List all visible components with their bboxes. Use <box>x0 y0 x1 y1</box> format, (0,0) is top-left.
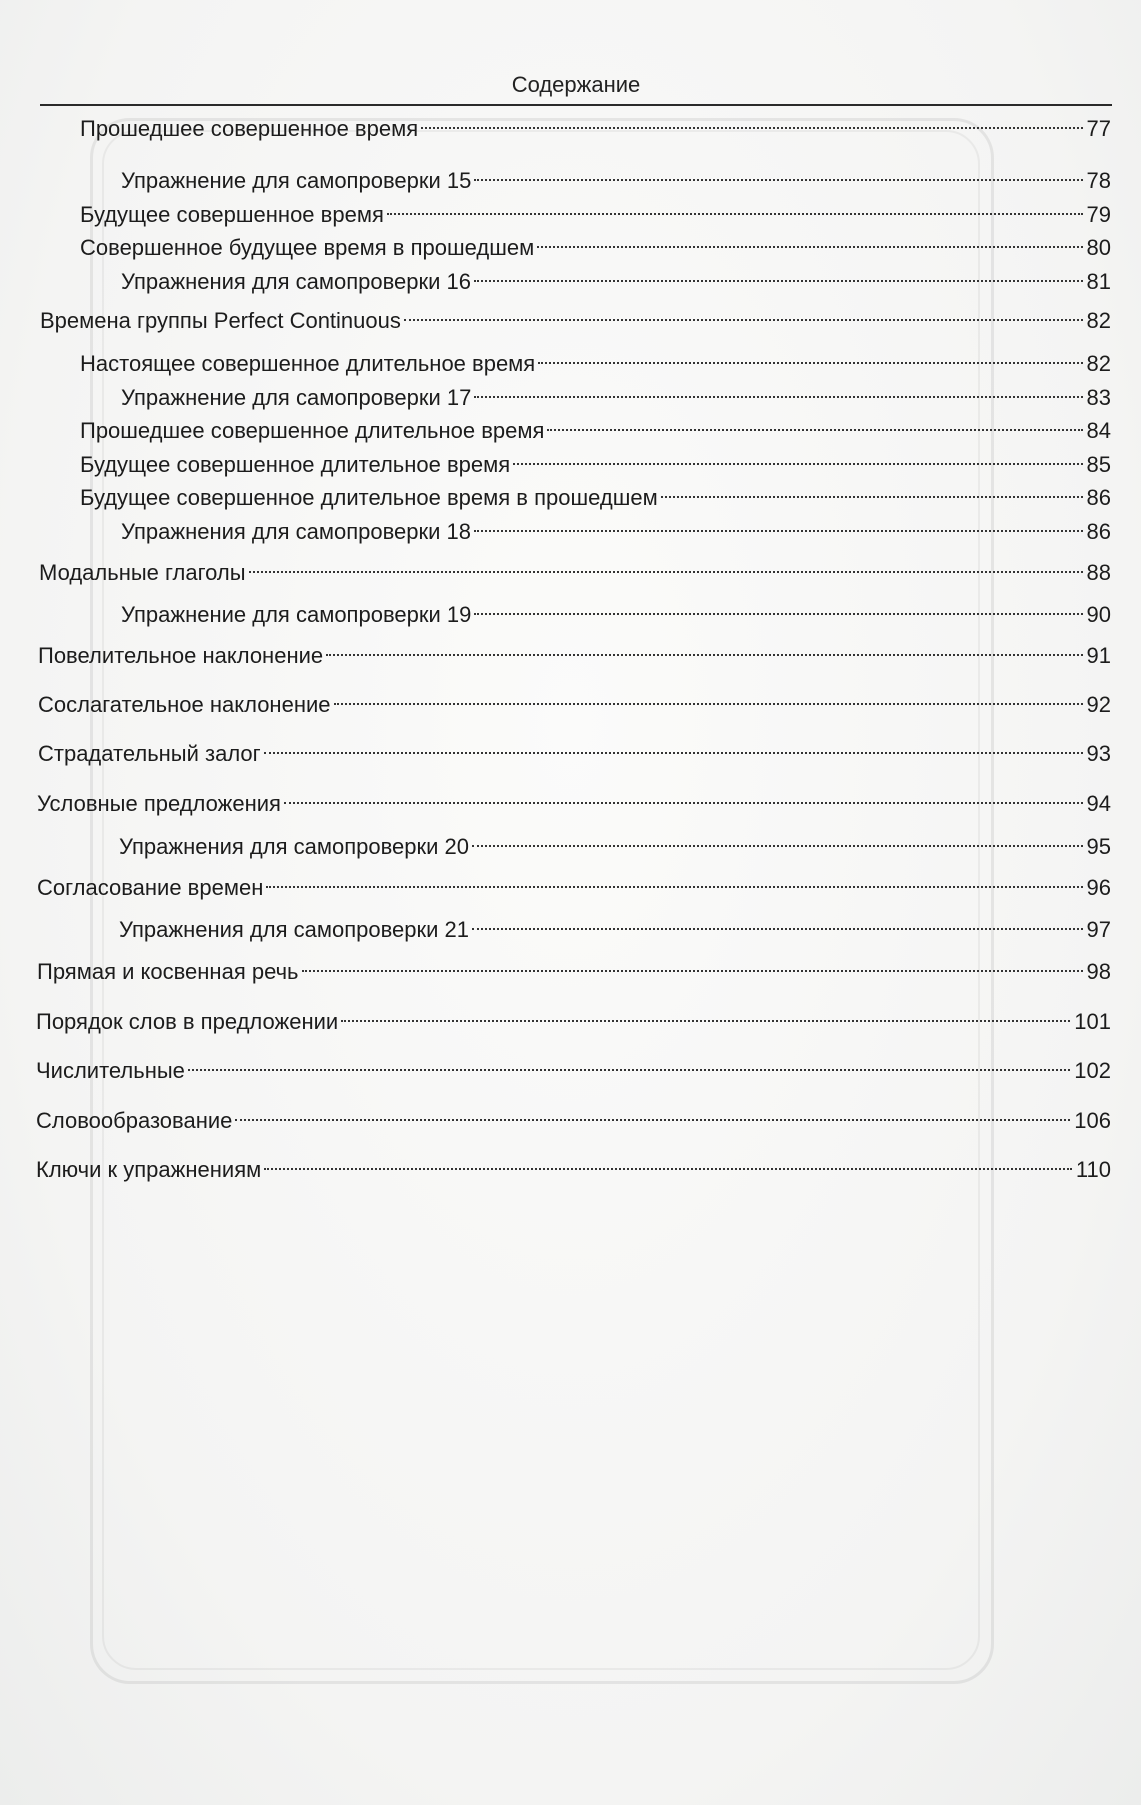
toc-entry[interactable] <box>38 637 1111 669</box>
toc-entry[interactable] <box>80 412 1111 444</box>
toc-leader-dots <box>264 735 1083 761</box>
toc-leader-dots <box>188 1052 1070 1078</box>
toc-entry[interactable] <box>80 345 1111 377</box>
toc-entry[interactable] <box>121 513 1111 545</box>
toc-entry[interactable] <box>121 263 1111 295</box>
toc-leader-dots <box>326 637 1082 663</box>
toc-leader-dots <box>474 596 1082 622</box>
toc-entry[interactable] <box>39 554 1111 586</box>
toc-entry-title: Упражнения для самопроверки 20 <box>119 834 470 859</box>
toc-entry-title: Будущее совершенное время <box>80 202 384 227</box>
toc-leader-dots <box>387 196 1083 222</box>
toc-entry-title: Упражнения для самопроверки 18 <box>121 519 472 544</box>
toc-entry-title: Упражнение для самопроверки 19 <box>121 602 472 627</box>
toc-entry-title: Словообразование <box>36 1108 233 1133</box>
toc-entry-page: 110 <box>1075 1157 1111 1182</box>
toc-leader-dots <box>472 911 1082 937</box>
toc-leader-dots <box>284 785 1083 811</box>
toc-leader-dots <box>235 1102 1070 1128</box>
toc-entry-title: Числительные <box>36 1058 185 1083</box>
toc-entry-page: 86 <box>1086 485 1111 510</box>
toc-entry-title: Упражнения для самопроверки 21 <box>119 917 470 942</box>
toc-leader-dots <box>334 686 1083 712</box>
toc-leader-dots <box>264 1151 1072 1177</box>
header-rule <box>40 104 1112 106</box>
toc-entry-title: Упражнение для самопроверки 15 <box>121 168 472 193</box>
toc-entry-title: Будущее совершенное длительное время <box>80 452 511 477</box>
toc-leader-dots <box>341 1003 1070 1029</box>
toc-entry-title: Упражнение для самопроверки 17 <box>121 385 472 410</box>
toc-entry-title: Будущее совершенное длительное время в прошедшем <box>80 485 658 510</box>
toc-entry-page: 77 <box>1086 116 1111 141</box>
toc-entry-page: 78 <box>1086 168 1111 193</box>
toc-entry[interactable] <box>119 828 1111 860</box>
toc-entry-page: 93 <box>1086 741 1111 766</box>
toc-entry[interactable] <box>38 686 1111 718</box>
toc-leader-dots <box>404 302 1083 328</box>
toc-entry-page: 88 <box>1086 560 1111 585</box>
toc-entry-title: Ключи к упражнениям <box>36 1157 262 1182</box>
toc-entry-title: Сослагательное наклонение <box>38 692 331 717</box>
toc-entry-page: 81 <box>1086 269 1111 294</box>
toc-entry[interactable] <box>121 379 1111 411</box>
toc-entry[interactable] <box>36 1102 1111 1134</box>
toc-leader-dots <box>472 828 1082 854</box>
toc-entry-page: 83 <box>1086 385 1111 410</box>
toc-entry-page: 101 <box>1074 1009 1111 1034</box>
toc-entry[interactable] <box>40 302 1111 334</box>
toc-entry[interactable] <box>80 196 1111 228</box>
toc-entry[interactable] <box>38 735 1111 767</box>
toc-entry-page: 79 <box>1086 202 1111 227</box>
toc-entry-title: Времена группы Perfect Continuous <box>40 308 401 333</box>
toc-entry[interactable] <box>36 1052 1111 1084</box>
toc-entry[interactable] <box>119 911 1111 943</box>
toc-entry-page: 98 <box>1086 959 1111 984</box>
toc-entry[interactable] <box>121 162 1111 194</box>
toc-entry[interactable] <box>80 229 1111 261</box>
toc-entry-title: Прошедшее совершенное время <box>80 116 419 141</box>
toc-entry-title: Упражнения для самопроверки 16 <box>121 269 472 294</box>
toc-entry-title: Согласование времен <box>37 875 264 900</box>
toc-leader-dots <box>302 953 1083 979</box>
toc-leader-dots <box>547 412 1082 438</box>
toc-entry-page: 82 <box>1086 308 1111 333</box>
toc-entry-title: Прошедшее совершенное длительное время <box>80 418 545 443</box>
toc-entry[interactable] <box>37 953 1111 985</box>
toc-entry-title: Модальные глаголы <box>39 560 246 585</box>
toc-entry-page: 94 <box>1086 791 1111 816</box>
toc-entry-page: 84 <box>1086 418 1111 443</box>
toc-entry-title: Повелительное наклонение <box>38 643 324 668</box>
toc-leader-dots <box>474 379 1082 405</box>
toc-entry-page: 97 <box>1086 917 1111 942</box>
toc-entry-page: 92 <box>1086 692 1111 717</box>
toc-entry-title: Настоящее совершенное длительное время <box>80 351 536 376</box>
toc-leader-dots <box>537 229 1082 255</box>
toc-leader-dots <box>249 554 1083 580</box>
running-header: Содержание <box>511 72 641 97</box>
toc-entry[interactable] <box>37 869 1111 901</box>
toc-entry[interactable] <box>36 1151 1111 1183</box>
toc-entry-page: 86 <box>1086 519 1111 544</box>
toc-entry-title: Условные предложения <box>37 791 281 816</box>
toc-entry-page: 91 <box>1086 643 1111 668</box>
toc-leader-dots <box>474 162 1082 188</box>
toc-leader-dots <box>538 345 1082 371</box>
toc-leader-dots <box>266 869 1082 895</box>
toc-leader-dots <box>474 263 1082 289</box>
toc-entry[interactable] <box>36 1003 1111 1035</box>
toc-entry-title: Страдательный залог <box>38 741 261 766</box>
toc-entry-page: 96 <box>1086 875 1111 900</box>
toc-entry-page: 82 <box>1086 351 1111 376</box>
toc-entry-title: Прямая и косвенная речь <box>37 959 299 984</box>
toc-entry-page: 90 <box>1086 602 1111 627</box>
toc-entry-page: 102 <box>1074 1058 1111 1083</box>
toc-entry-title: Порядок слов в предложении <box>36 1009 339 1034</box>
toc-entry[interactable] <box>80 446 1111 478</box>
toc-leader-dots <box>474 513 1082 539</box>
toc-entry[interactable] <box>121 596 1111 628</box>
toc-leader-dots <box>661 479 1083 505</box>
toc-entry[interactable] <box>37 785 1111 817</box>
toc-leader-dots <box>513 446 1082 472</box>
toc-leader-dots <box>421 110 1082 136</box>
toc-entry-page: 80 <box>1086 235 1111 260</box>
toc-entry-title: Совершенное будущее время в прошедшем <box>80 235 535 260</box>
toc-entry[interactable] <box>80 479 1111 511</box>
toc-entry[interactable] <box>80 110 1111 142</box>
toc-entry-page: 106 <box>1074 1108 1111 1133</box>
toc-entry-page: 85 <box>1086 452 1111 477</box>
toc-entry-page: 95 <box>1086 834 1111 859</box>
